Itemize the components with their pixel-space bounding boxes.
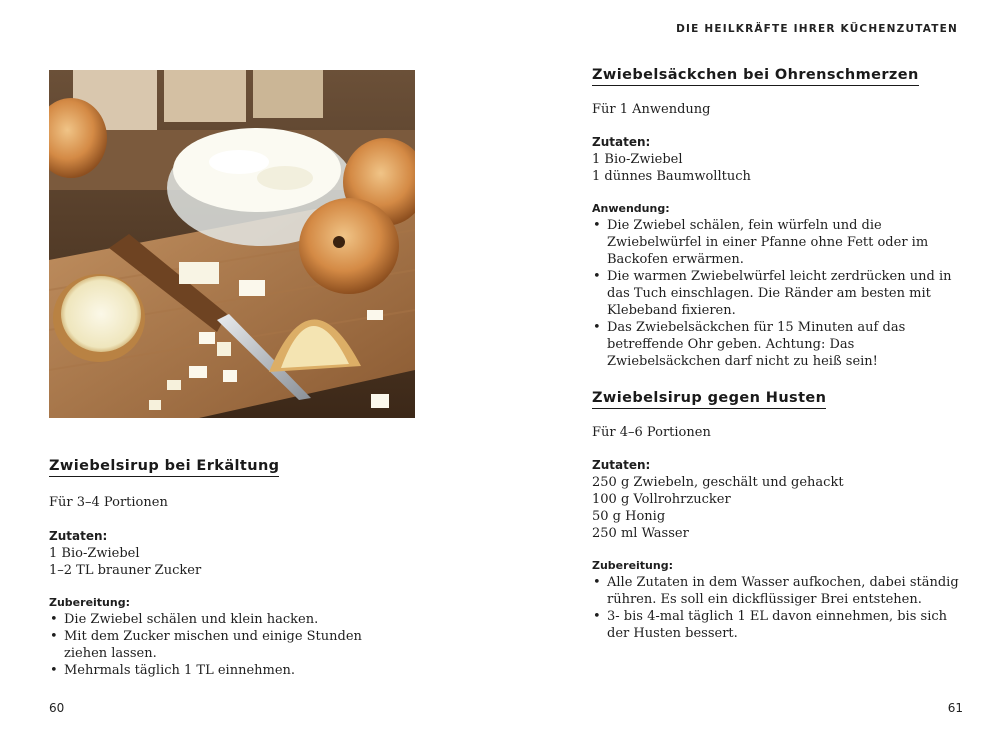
recipe-zwiebelsirup-husten xyxy=(592,387,967,642)
step-item: • 3- bis 4-mal täglich 1 EL davon einnehmen, bis sich der Husten bessert. xyxy=(607,608,967,642)
recipe-title: Zwiebelsäckchen bei Ohrenschmerzen xyxy=(592,65,919,86)
page-number-right: 61 xyxy=(947,701,963,715)
steps-heading: Anwendung: xyxy=(592,202,670,215)
steps-list xyxy=(592,217,967,370)
steps-list xyxy=(592,574,967,642)
step-item: • Die Zwiebel schälen und klein hacken. xyxy=(64,611,389,628)
ingredient-item: 1–2 TL brauner Zucker xyxy=(49,563,202,578)
ingredient-item: 100 g Vollrohrzucker xyxy=(592,492,731,507)
ingredients-heading: Zutaten: xyxy=(592,135,651,149)
recipe-zwiebelsaeckchen xyxy=(592,64,967,370)
ingredients-heading: Zutaten: xyxy=(592,458,651,472)
step-item: • Mit dem Zucker mischen und einige Stunden ziehen lassen. xyxy=(64,628,389,662)
ingredient-item: 250 g Zwiebeln, geschält und gehackt xyxy=(592,475,844,490)
page-number-left: 60 xyxy=(49,701,65,715)
running-head: DIE HEILKRÄFTE IHRER KÜCHENZUTATEN xyxy=(676,23,958,35)
step-item: • Die Zwiebel schälen, fein würfeln und die Zwiebelwürfel in einer Pfanne ohne Fett oder im Backofen erwärmen. xyxy=(607,217,967,268)
ingredient-item: 1 Bio-Zwiebel xyxy=(592,152,683,167)
step-item: • Alle Zutaten in dem Wasser aufkochen, dabei ständig rühren. Es soll ein dickflüssiger Brei entstehen. xyxy=(607,574,967,608)
right-page xyxy=(504,0,1008,738)
recipe-serving: Für 1 Anwendung xyxy=(592,102,711,117)
ingredients-list xyxy=(592,474,967,542)
recipe-serving: Für 3–4 Portionen xyxy=(49,495,168,510)
ingredients-list xyxy=(592,151,967,185)
steps-heading: Zubereitung: xyxy=(592,559,673,572)
onion-photo xyxy=(49,70,415,418)
ingredients-heading: Zutaten: xyxy=(49,529,108,543)
recipe-title: Zwiebelsirup gegen Husten xyxy=(592,388,826,409)
ingredient-item: 50 g Honig xyxy=(592,509,666,524)
ingredient-item: 250 ml Wasser xyxy=(592,526,689,541)
step-item: • Die warmen Zwiebelwürfel leicht zerdrücken und in das Tuch einschlagen. Die Ränder am besten mit Klebeband fixieren. xyxy=(607,268,967,319)
step-item: • Das Zwiebelsäckchen für 15 Minuten auf das betreffende Ohr geben. Achtung: Das Zwiebelsäckchen darf nicht zu heiß sein! xyxy=(607,319,967,370)
ingredients-list xyxy=(49,545,389,579)
recipe-title: Zwiebelsirup bei Erkältung xyxy=(49,456,279,477)
steps-list xyxy=(49,611,389,679)
recipe-serving: Für 4–6 Portionen xyxy=(592,425,711,440)
ingredient-item: 1 dünnes Baumwolltuch xyxy=(592,169,751,184)
steps-heading: Zubereitung: xyxy=(49,596,130,609)
step-item: • Mehrmals täglich 1 TL einnehmen. xyxy=(64,662,389,679)
ingredient-item: 1 Bio-Zwiebel xyxy=(49,546,140,561)
recipe-zwiebelsirup-erkaeltung xyxy=(49,455,389,679)
